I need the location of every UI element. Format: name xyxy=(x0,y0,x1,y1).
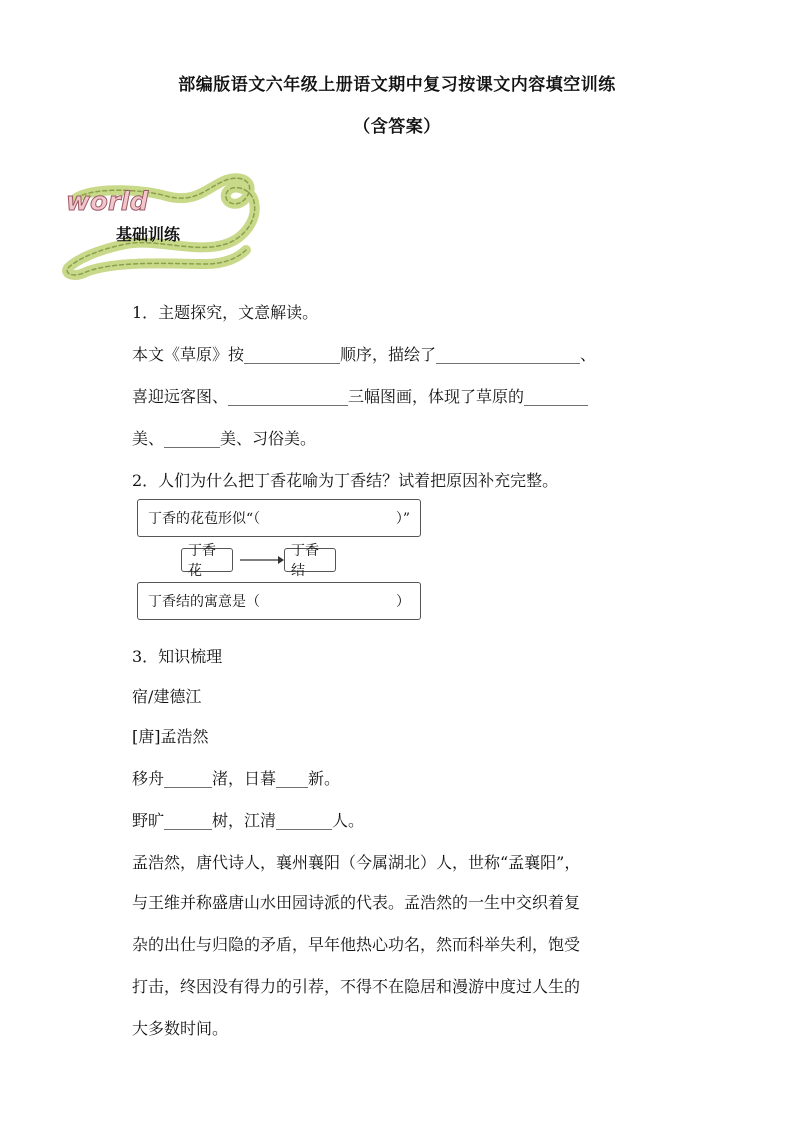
q2-box-bud-shape-left: 丁香的花苞形似“（ xyxy=(148,511,261,527)
q2-box-meaning-right: ） xyxy=(396,594,410,610)
q2-box-bud-shape-right: ）” xyxy=(395,511,410,527)
poem-verse-1: 移舟______渚，日暮____新。 xyxy=(132,769,341,788)
arrow-right-icon xyxy=(240,553,284,567)
q2-heading: 2．人们为什么把丁香花喻为丁香结？试着把原因补充完整。 xyxy=(132,471,559,490)
author-bio-line-5: 大多数时间。 xyxy=(132,1019,229,1038)
q1-line-3: 美、_______美、习俗美。 xyxy=(132,429,317,448)
q2-box-meaning xyxy=(137,582,421,620)
author-bio-line-3: 杂的出仕与归隐的矛盾，早年他热心功名，然而科举失利，饱受 xyxy=(132,935,581,954)
q3-heading: 3．知识梳理 xyxy=(132,647,223,666)
word-art-text: world xyxy=(66,187,149,217)
author-bio-line-1: 孟浩然，唐代诗人，襄州襄阳（今属湖北）人，世称“孟襄阳”， xyxy=(132,853,581,872)
q2-node-lilac-knot: 丁香结 xyxy=(284,548,336,572)
author-bio-line-4: 打击，终因没有得力的引荐，不得不在隐居和漫游中度过人生的 xyxy=(132,977,581,996)
page-subtitle: （含答案） xyxy=(353,117,441,137)
q1-heading: 1．主题探究，文意解读。 xyxy=(132,303,319,322)
poem-verse-2: 野旷______树，江清_______人。 xyxy=(132,811,365,830)
q1-line-2: 喜迎远客图、_______________三幅图画，体现了草原的________ xyxy=(132,387,589,406)
q2-box-meaning-left: 丁香结的寓意是（ xyxy=(148,594,260,610)
q2-node-lilac-flower: 丁香花 xyxy=(181,548,233,572)
q1-line-1: 本文《草原》按____________顺序，描绘了__________________、 xyxy=(132,345,597,364)
author-bio-line-2: 与王维并称盛唐山水田园诗派的代表。孟浩然的一生中交织着复 xyxy=(132,893,581,912)
poem-title: 宿/建德江 xyxy=(132,687,202,706)
section-label: 基础训练 xyxy=(116,225,181,244)
page-title: 部编版语文六年级上册语文期中复习按课文内容填空训练 xyxy=(178,75,616,95)
poem-author: [唐]孟浩然 xyxy=(132,727,209,746)
q2-box-bud-shape xyxy=(137,499,421,537)
